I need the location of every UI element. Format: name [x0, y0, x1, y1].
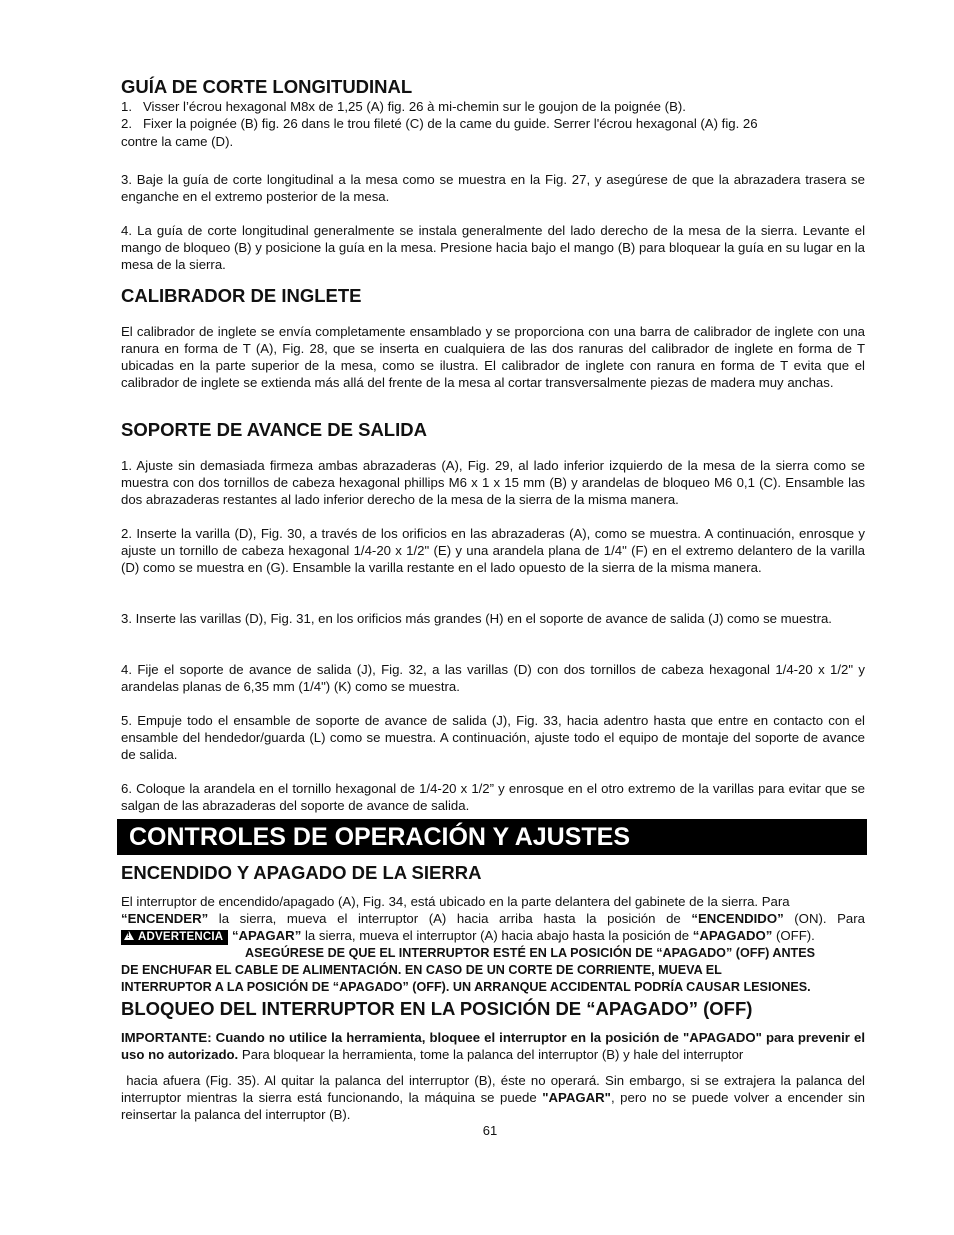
on-state: “ENCENDIDO”	[691, 911, 784, 926]
text: la sierra, mueva el interruptor (A) hacia abajo hasta la posición de	[301, 928, 693, 943]
text: la sierra, mueva el interruptor (A) hacia arriba hasta la posición de	[208, 911, 692, 926]
section-banner: CONTROLES DE OPERACIÓN Y AJUSTES	[117, 819, 867, 855]
section-guia-corte	[121, 76, 865, 150]
text: (ON). Para	[783, 911, 865, 926]
warning-triangle-icon	[124, 931, 134, 940]
off-state: “APAGADO”	[692, 928, 773, 943]
warning-line: DE ENCHUFAR EL CABLE DE ALIMENTACIÓN. EN CASO DE UN CORTE DE CORRIENTE, MUEVA EL	[121, 963, 722, 977]
section-title: CALIBRADOR DE INGLETE	[121, 285, 362, 306]
section-title: GUÍA DE CORTE LONGITUDINAL	[121, 76, 413, 97]
warning-label: ADVERTENCIA	[138, 931, 224, 943]
line	[121, 910, 865, 927]
step-4: 4. La guía de corte longitudinal generalmente se instala generalmente del lado derecho de la mesa de la sierra. Levante el mango de bloqueo (B) y posicione la guía en la mesa. Presione hacia bajo el mango (B) para bloquear la guía en su lugar en la mesa de la sierra.	[121, 223, 865, 272]
warning-line: ASEGÚRESE DE QUE EL INTERRUPTOR ESTÉ EN LA POSICIÓN DE “APAGADO” (OFF) ANTES	[245, 946, 816, 960]
step-2: 2. Fixer la poignée (B) fig. 26 dans le trou fileté (C) de la came du guide. Serrer l'écrou hexagonal (A) fig. 26	[121, 116, 758, 131]
step-1: 1. Ajuste sin demasiada firmeza ambas abrazaderas (A), Fig. 29, al lado inferior izquierdo de la mesa de la sierra como se muestra con dos tornillos de cabeza hexagonal phillips M6 x 1 x 15 mm (B) y arandelas de bloqueo M6 0,1 (C). Ensamble las dos abrazaderas restantes al lado inferior derecho de la mesa de la sierra de la misma manera.	[121, 458, 865, 507]
paragraph	[121, 1072, 865, 1123]
text: Para bloquear la herramienta, tome la palanca del interruptor (B) y hale del interruptor	[238, 1047, 744, 1062]
line: El interruptor de encendido/apagado (A), Fig. 34, está ubicado en la parte delantera del gabinete de la sierra. Para	[121, 894, 790, 909]
section-title: BLOQUEO DEL INTERRUPTOR EN LA POSICIÓN DE “APAGADO” (OFF)	[121, 998, 753, 1019]
on-term: “ENCENDER”	[121, 911, 209, 926]
section-title: ENCENDIDO Y APAGADO DE LA SIERRA	[121, 862, 482, 883]
step-2-cont: contre la came (D).	[121, 134, 234, 149]
step-5: 5. Empuje todo el ensamble de soporte de avance de salida (J), Fig. 33, hacia adentro hasta que entre en contacto con el ensamble del hendedor/guarda (L) como se muestra. A continuación, ajuste todo el equipo de montaje del soporte de avance de salida.	[121, 713, 865, 762]
step-3: 3. Inserte las varillas (D), Fig. 31, en los orificios más grandes (H) en el soporte de avance de salida (J) como se muestra.	[121, 611, 832, 626]
warning-badge	[121, 930, 228, 945]
paragraph: El calibrador de inglete se envía completamente ensamblado y se proporciona con una barra de calibrador de inglete con una ranura en forma de T (A), Fig. 28, que se inserta en cualquiera de las dos ranuras del calibrador de inglete en forma de T ubicadas en la parte superior de la mesa, como se ilustra. El calibrador de inglete con ranura en forma de T evita que el calibrador de inglete se extienda más allá del frente de la mesa al cortar transversalmente piezas de madera muy anchas.	[121, 324, 865, 390]
section-title: SOPORTE DE AVANCE DE SALIDA	[121, 419, 427, 440]
step-1: 1. Visser l’écrou hexagonal M8x de 1,25 (A) fig. 26 à mi-chemin sur le goujon de la poignée (B).	[121, 99, 686, 114]
step-3: 3. Baje la guía de corte longitudinal a la mesa como se muestra en la Fig. 27, y asegúrese de que la abrazadera trasera se enganche en el extremo posterior de la mesa.	[121, 172, 865, 204]
text: (OFF).	[772, 928, 815, 943]
text: , pero no se puede volver a encender sin reinsertar la palanca del interruptor (B).	[121, 1090, 865, 1122]
warning-line: INTERRUPTOR A LA POSICIÓN DE “APAGADO” (OFF). UN ARRANQUE ACCIDENTAL PODRÍA CAUSAR LESIONES.	[121, 980, 811, 994]
important-note	[121, 1029, 865, 1063]
step-6: 6. Coloque la arandela en el tornillo hexagonal de 1/4-20 x 1/2” y enrosque en el otro extremo de la varillas para evitar que se salgan de las abrazaderas del soporte de avance de salida.	[121, 781, 865, 813]
text: hacia afuera (Fig. 35). Al quitar la palanca del interruptor (B), éste no operará. Sin embargo, si se extrajera la palanca del interruptor mientras la sierra está funcionando, la máquina se puede	[121, 1073, 865, 1105]
step-2: 2. Inserte la varilla (D), Fig. 30, a través de los orificios en las abrazaderas (A), como se muestra. A continuación, enrosque y ajuste un tornillo de cabeza hexagonal 1/4-20 x 1/2" (E) y una arandela plana de 1/4" (F) en el extremo delantero de la varilla (D) como se muestra en (G). Ensamble la varilla restante en el lado opuesto de la sierra de la misma manera.	[121, 526, 865, 575]
step-4: 4. Fije el soporte de avance de salida (J), Fig. 32, a las varillas (D) con dos tornillos de cabeza hexagonal 1/4-20 x 1/2" y arandelas planas de 6,35 mm (1/4") (K) como se muestra.	[121, 662, 865, 694]
important-text: IMPORTANTE: Cuando no utilice la herramienta, bloquee el interruptor en la posición de "APAGADO" para prevenir el uso no autorizado.	[121, 1030, 865, 1062]
line	[121, 927, 865, 945]
page-number: 61	[482, 1123, 498, 1138]
switch-paragraph	[121, 893, 865, 996]
off-term: “APAGAR”	[231, 928, 302, 943]
off-term: "APAGAR"	[542, 1090, 611, 1105]
